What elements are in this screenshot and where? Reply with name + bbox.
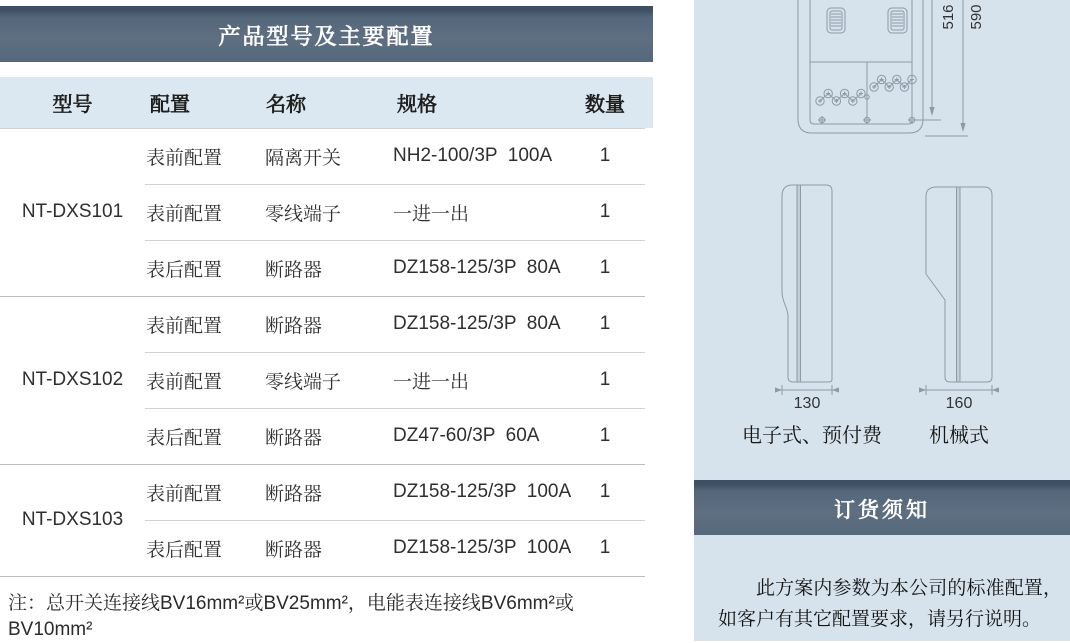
cell-name: 隔离开关	[265, 147, 342, 169]
dimension-height-outer: 590	[967, 4, 985, 30]
cell-name: 断路器	[265, 539, 323, 561]
caption-electronic-prepaid: 电子式、预付费	[742, 424, 882, 447]
cell-spec: DZ158-125/3P 80A	[393, 313, 561, 334]
cell-spec: 一进一出	[393, 371, 470, 393]
cell-qty: 1	[599, 481, 611, 502]
row-divider	[145, 352, 645, 353]
notice-title-bar	[694, 480, 1070, 535]
cell-config: 表前配置	[146, 371, 223, 393]
table-bottom-rule	[0, 576, 645, 577]
table-header-row	[0, 77, 653, 128]
header-spec: 规格	[397, 94, 437, 116]
header-model: 型号	[52, 94, 93, 116]
row-divider	[145, 240, 645, 241]
cell-config: 表后配置	[146, 427, 223, 449]
table-row	[0, 352, 653, 408]
row-divider	[145, 408, 645, 409]
cell-config: 表前配置	[146, 203, 223, 225]
group-divider	[0, 296, 645, 297]
table-title: 产品型号及主要配置	[218, 23, 435, 49]
cell-name: 断路器	[265, 427, 323, 449]
cell-qty: 1	[599, 425, 611, 446]
meter-box-technical-drawing	[696, 0, 1070, 475]
table-title-bar	[0, 6, 653, 62]
notice-body: 此方案内参数为本公司的标准配置，如客户有其它配置要求，请另行说明。	[718, 578, 1062, 630]
cell-spec: NH2-100/3P 100A	[393, 145, 553, 166]
cell-qty: 1	[599, 537, 611, 558]
dimension-width-electronic: 130	[793, 395, 821, 412]
cell-config: 表后配置	[146, 539, 223, 561]
cell-qty: 1	[599, 313, 611, 334]
table-row	[0, 184, 653, 240]
cell-config: 表前配置	[146, 147, 223, 169]
cell-config: 表后配置	[146, 259, 223, 281]
cell-name: 断路器	[265, 259, 323, 281]
table-top-rule	[0, 128, 645, 129]
cell-spec: DZ158-125/3P 100A	[393, 537, 572, 558]
table-row	[0, 464, 653, 520]
header-qty: 数量	[585, 94, 625, 116]
cell-name: 断路器	[265, 483, 323, 505]
row-divider	[145, 184, 645, 185]
group-divider	[0, 464, 645, 465]
notice-title: 订货须知	[834, 498, 930, 522]
dimension-width-mechanical: 160	[945, 395, 973, 412]
model-label: NT-DXS103	[21, 509, 124, 530]
table-row	[0, 408, 653, 464]
cell-qty: 1	[599, 257, 611, 278]
cell-name: 断路器	[265, 315, 323, 337]
cell-spec: DZ158-125/3P 100A	[393, 481, 572, 502]
table-row	[0, 240, 653, 296]
cell-name: 零线端子	[265, 203, 342, 225]
table-row	[0, 520, 653, 576]
cell-spec: 一进一出	[393, 203, 470, 225]
cell-config: 表前配置	[146, 483, 223, 505]
dimension-height-inner: 516	[939, 4, 957, 30]
cell-spec: DZ158-125/3P 80A	[393, 257, 561, 278]
cell-spec: DZ47-60/3P 60A	[393, 425, 540, 446]
cell-qty: 1	[599, 145, 611, 166]
model-label: NT-DXS101	[21, 201, 124, 222]
header-config: 配置	[150, 94, 190, 116]
model-label: NT-DXS102	[21, 369, 124, 390]
header-name: 名称	[266, 94, 306, 116]
table-row	[0, 296, 653, 352]
table-row	[0, 128, 653, 184]
cell-qty: 1	[599, 201, 611, 222]
cell-qty: 1	[599, 369, 611, 390]
caption-mechanical: 机械式	[929, 424, 989, 447]
table-footnote: 注：总开关连接线BV16mm²或BV25mm²，电能表连接线BV6mm²或BV10mm²	[8, 593, 574, 640]
cell-config: 表前配置	[146, 315, 223, 337]
row-divider	[145, 520, 645, 521]
cell-name: 零线端子	[265, 371, 342, 393]
